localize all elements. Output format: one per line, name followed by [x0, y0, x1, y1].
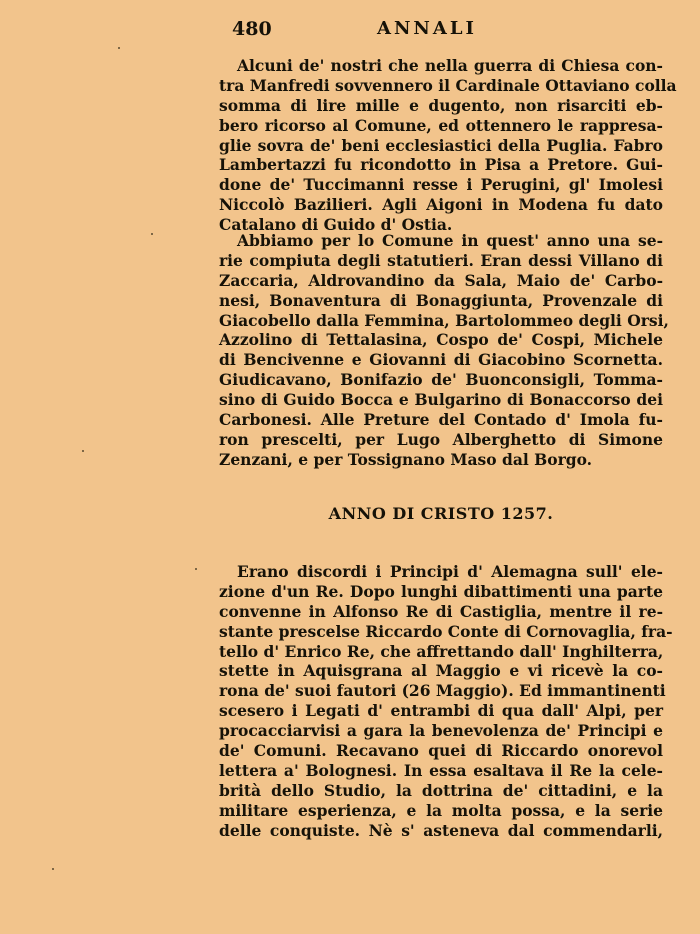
page-header — [232, 18, 502, 48]
text-line: tra Manfredi sovvennero il Cardinale Ottaviano colla — [219, 75, 677, 95]
text-line: sino di Guido Bocca e Bulgarino di Bonaccorso dei — [219, 390, 663, 410]
text-line: bero ricorso al Comune, ed ottennero le rappresa- — [219, 115, 663, 135]
text-line: zione d'un Re. Dopo lunghi dibattimenti una parte — [219, 581, 663, 601]
text-line: Zenzani, e per Tossignano Maso dal Borgo. — [219, 449, 593, 469]
text-line: Giacobello dalla Femmina, Bartolommeo degli Orsi, — [219, 310, 669, 330]
paper-speck — [52, 868, 54, 870]
paragraph-3 — [219, 562, 673, 840]
text-line: convenne in Alfonso Re di Castiglia, mentre il re- — [219, 601, 663, 621]
text-line: brità dello Studio, la dottrina de' cittadini, e la — [219, 780, 663, 800]
paragraph-2 — [219, 231, 669, 470]
text-line: scesero i Legati d' entrambi di qua dall' Alpi, per — [219, 701, 663, 721]
text-line: ron prescelti, per Lugo Alberghetto di Simone — [219, 429, 663, 449]
text-line: lettera a' Bolognesi. In essa esaltava il Re la cele- — [219, 760, 663, 780]
text-line: somma di lire mille e dugento, non risarciti eb- — [219, 95, 663, 115]
text-line: glie sovra de' beni ecclesiastici della Puglia. Fabro — [219, 135, 663, 155]
running-head: ANNALI — [377, 18, 477, 39]
text-line: rona de' suoi fautori (26 Maggio). Ed immantinenti — [219, 681, 666, 701]
text-line: Lambertazzi fu ricondotto in Pisa a Pretore. Gui- — [219, 155, 663, 175]
paper-speck — [195, 568, 197, 570]
text-line: delle conquiste. Nè s' asteneva dal commendarli, — [219, 820, 663, 840]
section-heading: ANNO DI CRISTO 1257. — [328, 504, 554, 523]
text-line: Abbiamo per lo Comune in quest' anno una se- — [237, 231, 663, 250]
text-line: militare esperienza, e la molta possa, e la serie — [219, 800, 663, 820]
paragraph-1 — [219, 56, 677, 235]
text-line: Erano discordi i Principi d' Alemagna sull' ele- — [237, 562, 663, 581]
paper-speck — [151, 233, 153, 235]
paper-speck — [118, 47, 120, 49]
text-line: Azzolino di Tettalasina, Cospo de' Cospi, Michele — [219, 330, 663, 350]
page-number: 480 — [232, 18, 272, 40]
text-line: de' Comuni. Recavano quei di Riccardo onorevol — [219, 741, 663, 761]
text-line: Zaccaria, Aldrovandino da Sala, Maio de' Carbo- — [219, 270, 663, 290]
text-line: Alcuni de' nostri che nella guerra di Chiesa con- — [237, 56, 663, 75]
text-line: Niccolò Bazilieri. Agli Aigoni in Modena fu dato — [219, 195, 663, 215]
text-line: done de' Tuccimanni resse i Perugini, gl' Imolesi — [219, 175, 663, 195]
text-line: Catalano di Guido d' Ostia. — [219, 215, 453, 235]
text-line: di Bencivenne e Giovanni di Giacobino Scornetta. — [219, 350, 663, 370]
text-line: rie compiuta degli statutieri. Eran dessi Villano di — [219, 250, 663, 270]
text-line: Carbonesi. Alle Preture del Contado d' Imola fu- — [219, 410, 663, 430]
paper-speck — [82, 450, 84, 452]
text-line: stette in Aquisgrana al Maggio e vi ricevè la co- — [219, 661, 663, 681]
text-line: tello d' Enrico Re, che affrettando dall' Inghilterra, — [219, 641, 664, 661]
text-line: procacciarvisi a gara la benevolenza de' Principi e — [219, 721, 663, 741]
text-line: nesi, Bonaventura di Bonaggiunta, Provenzale di — [219, 290, 663, 310]
text-line: Giudicavano, Bonifazio de' Buonconsigli, Tomma- — [219, 370, 663, 390]
text-line: stante prescelse Riccardo Conte di Cornovaglia, fra- — [219, 621, 673, 641]
